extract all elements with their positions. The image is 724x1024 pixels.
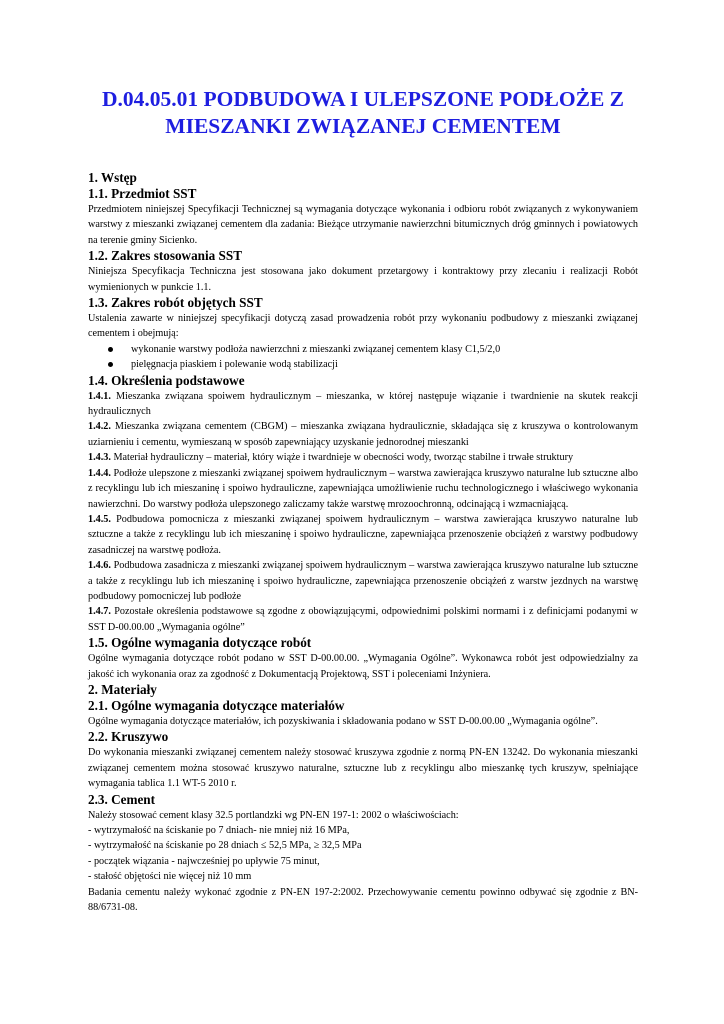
- definition-1-4-6: [88, 558, 638, 604]
- definition-number: 1.4.6.: [88, 560, 111, 572]
- section-heading-2-1: 2.1. Ogólne wymagania dotyczące materiałów: [88, 697, 345, 713]
- definition-text: Mieszanka związana cementem (CBGM) – mieszanka związana hydraulicznie, składająca się z kruszywa o kontrolowanym uziarnieniu i cementu, wymieszaną w sposób zapewniający uzyskanie jednorodnej mieszanki: [88, 421, 638, 448]
- paragraph-1-1: Przedmiotem niniejszej Specyfikacji Technicznej są wymagania dotyczące wykonania i odbioru robót związanych z wykonywaniem warstwy z mieszanki związanej cementem dla zadania: Bieżące utrzymanie nawierzchni bitumicznych dróg gminnych i powiatowych na terenie gminy Sicienko.: [88, 204, 638, 246]
- section-heading-1-4: 1.4. Określenia podstawowe: [88, 372, 245, 388]
- definition-number: 1.4.3.: [88, 452, 111, 464]
- list-item-text: wykonanie warstwy podłoża nawierzchni z mieszanki związanej cementem klasy C1,5/2,0: [131, 343, 501, 355]
- cement-line: - początek wiązania - najwcześniej po upływie 75 minut,: [88, 855, 320, 867]
- bullet-icon: [108, 347, 113, 352]
- paragraph-1-2: Niniejsza Specyfikacja Techniczna jest stosowana jako dokument przetargowy i kontraktowy przy zlecaniu i realizacji Robót wymienionych w punkcie 1.1.: [88, 266, 638, 293]
- definition-number: 1.4.1.: [88, 390, 111, 402]
- list-item: [108, 357, 638, 372]
- definition-1-4-4: [88, 466, 638, 512]
- definition-number: 1.4.7.: [88, 606, 111, 618]
- section-heading-1-3: 1.3. Zakres robót objętych SST: [88, 295, 263, 311]
- definition-text: Materiał hydrauliczny – materiał, który wiąże i twardnieje w obecności wody, tworząc stabilne i trwałe struktury: [113, 452, 574, 464]
- definition-1-4-1: [88, 389, 638, 420]
- definition-number: 1.4.4.: [88, 467, 111, 479]
- section-heading-1-5: 1.5. Ogólne wymagania dotyczące robót: [88, 635, 312, 651]
- definition-text: Mieszanka związana spoiwem hydraulicznym – mieszanka, w której następuje wiązanie i twardnienie na skutek reakcji hydraulicznych: [88, 390, 638, 418]
- paragraph-2-2: Do wykonania mieszanki związanej cementem należy stosować kruszywa zgodnie z normą PN-EN 13242. Do wykonania mieszanki związanej cementem można stosować kruszywo naturalne, sztuczne lub z recyklingu albo mieszankę tych kruszyw, spełniające wymagania tablica 1.1 WT-5 2010 r.: [88, 747, 638, 790]
- definition-1-4-3: [88, 450, 638, 465]
- definition-text: Podbudowa zasadnicza z mieszanki związanej spoiwem hydraulicznym – warstwa zawierająca kruszywo naturalne lub sztuczne a także z recyklingu lub ich mieszaninę i spoiwo hydrauliczne, zapewniająca przenoszenie obciążeń z warstw jezdnych na warstwę podbudowy pomocniczej lub podłoże: [88, 560, 639, 602]
- definition-1-4-2: [88, 419, 638, 450]
- definition-text: Pozostałe określenia podstawowe są zgodne z obowiązującymi, odpowiednimi polskimi normami i z definicjami podanymi w SST D-00.00.00 „Wymagania ogólne”: [88, 606, 639, 633]
- definition-number: 1.4.5.: [88, 513, 111, 525]
- title-line-2: MIESZANKI ZWIĄZANEJ CEMENTEM: [165, 114, 561, 138]
- definition-number: 1.4.2.: [88, 421, 111, 433]
- section-heading-1-2: 1.2. Zakres stosowania SST: [88, 248, 243, 264]
- section-heading-2-2: 2.2. Kruszywo: [88, 729, 169, 745]
- document-title: [88, 86, 638, 140]
- cement-line: - wytrzymałość na ściskanie po 28 dniach ≤ 52,5 MPa, ≥ 32,5 MPa: [88, 840, 362, 852]
- bullet-list: [88, 342, 638, 373]
- list-item: [108, 342, 638, 357]
- paragraph-2-1: Ogólne wymagania dotyczące materiałów, ich pozyskiwania i składowania podano w SST D-00.00.00 „Wymagania ogólne”.: [88, 715, 598, 727]
- section-heading-1-1: 1.1. Przedmiot SST: [88, 186, 197, 201]
- definition-1-4-5: [88, 512, 638, 558]
- cement-line: - wytrzymałość na ściskanie po 7 dniach- nie mniej niż 16 MPa,: [88, 825, 350, 836]
- list-item-text: pielęgnacja piaskiem i polewanie wodą stabilizacji: [131, 359, 338, 371]
- bullet-icon: [108, 362, 113, 367]
- definition-text: Podłoże ulepszone z mieszanki związanej spoiwem hydraulicznym – warstwa zawierająca kruszywo naturalne lub sztuczne albo z recyklingu lub ich mieszaninę i spoiwo hydrauliczne, zapewniająca umożliwienie ruchu technologicznego i właściwego wykonania nawierzchni. Do warstwy podłoża ulepszonego zaliczamy także warstwę mrozoochronną, odcinającą i wzmacniającą.: [88, 467, 638, 510]
- paragraph-1-5: Ogólne wymagania dotyczące robót podano w SST D-00.00.00. „Wymagania Ogólne”. Wykonawca robót jest odpowiedzialny za jakość ich wykonania oraz za zgodność z Dokumentacją Projektową, SST i poleceniami Inżyniera.: [88, 653, 638, 680]
- section-heading-1: 1. Wstęp: [88, 170, 137, 185]
- cement-line: - stałość objętości nie więcej niż 10 mm: [88, 871, 252, 883]
- section-heading-2: 2. Materiały: [88, 681, 157, 697]
- title-line-1: D.04.05.01 PODBUDOWA I ULEPSZONE PODŁOŻE Z: [101, 87, 625, 111]
- cement-line: Należy stosować cement klasy 32.5 portlandzki wg PN-EN 197-1: 2002 o właściwościach:: [88, 809, 459, 821]
- paragraph-1-3: Ustalenia zawarte w niniejszej specyfikacji dotyczą zasad prowadzenia robót przy wykonaniu podbudowy z mieszanki związanej cementem i obejmują:: [88, 313, 638, 340]
- section-heading-2-3: 2.3. Cement: [88, 791, 156, 807]
- definition-1-4-7: [88, 604, 638, 635]
- definition-text: Podbudowa pomocnicza z mieszanki związanej spoiwem hydraulicznym – warstwa zawierająca kruszywo naturalne lub sztuczne a także z recyklingu lub ich mieszaninę i spoiwo hydrauliczne, zapewniająca przenoszenie obciążeń z warstwy podbudowy zasadniczej na warstwę podłoża.: [88, 513, 639, 556]
- paragraph-2-3: Badania cementu należy wykonać zgodnie z PN-EN 197-2:2002. Przechowywanie cementu powinno odbywać się zgodnie z BN-88/6731-08.: [88, 886, 638, 914]
